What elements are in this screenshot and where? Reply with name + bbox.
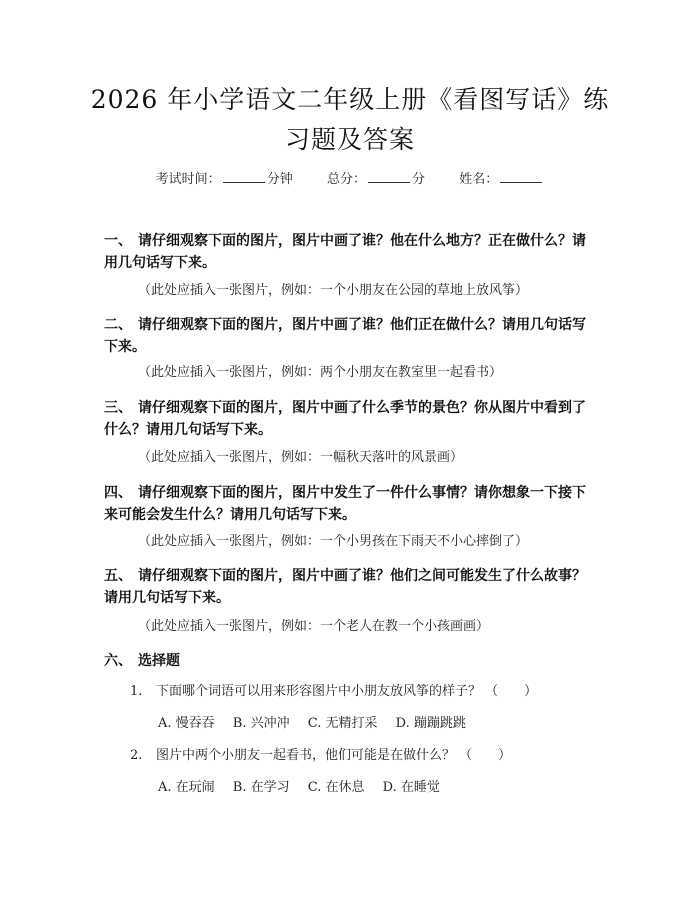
question-2 [104,314,596,358]
question-4 [104,482,596,526]
score-blank [368,170,410,183]
question-number: 五、 [104,568,132,584]
mc-question-2-options [158,778,598,798]
mc-index: 2. [130,748,143,763]
mc-text: 图片中两个小朋友一起看书，他们可能是在做什么？ （ ） [156,748,512,763]
mc-index: 1. [130,684,143,699]
title-line-2: 习题及答案 [284,125,415,154]
question-text: 请仔细观察下面的图片，图片中发生了一件什么事情？请你想象一下接下来可能会发生什么？请用几句话写下来。 [104,485,586,523]
option-c: C. 在休息 [307,780,365,795]
section-number: 六、 [104,653,132,669]
score-label: 总分： [326,172,366,187]
name-blank [500,170,542,183]
exam-meta [0,168,700,187]
question-5-hint: （此处应插入一张图片，例如：一个老人在教一个小孩画画） [138,619,490,634]
question-4-hint: （此处应插入一张图片，例如：一个小男孩在下雨天不小心摔倒了） [138,534,529,549]
question-2-hint: （此处应插入一张图片，例如：两个小朋友在教室里一起看书） [138,365,503,380]
question-text: 请仔细观察下面的图片，图片中画了谁？他们之间可能发生了什么故事？请用几句话写下来。 [104,568,586,606]
title-line-1: 2026 年小学语文二年级上册《看图写话》练 [90,85,610,114]
mc-question-2 [130,746,600,766]
time-unit: 分钟 [266,172,293,187]
score-unit: 分 [412,172,426,187]
time-label: 考试时间： [155,172,221,187]
question-5 [104,565,596,609]
document-title [90,80,610,160]
option-a: A. 慢吞吞 [158,716,215,731]
question-number: 一、 [104,233,132,249]
option-a: A. 在玩闹 [158,780,215,795]
question-text: 请仔细观察下面的图片，图片中画了什么季节的景色？你从图片中看到了什么？请用几句话写下来。 [104,400,586,438]
question-3-hint: （此处应插入一张图片，例如：一幅秋天落叶的风景画） [138,450,464,465]
question-text: 请仔细观察下面的图片，图片中画了谁？他们正在做什么？请用几句话写下来。 [104,317,586,355]
question-number: 三、 [104,400,132,416]
question-text: 请仔细观察下面的图片，图片中画了谁？他在什么地方？正在做什么？请用几句话写下来。 [104,233,586,271]
question-1 [104,230,596,274]
option-d: D. 蹦蹦跳跳 [395,716,466,731]
option-c: C. 无精打采 [307,716,378,731]
time-blank [223,170,265,183]
section-title: 选择题 [138,653,180,669]
section-6-heading [104,650,596,672]
mc-text: 下面哪个词语可以用来形容图片中小朋友放风筝的样子？ （ ） [156,684,538,699]
question-number: 四、 [104,485,132,501]
mc-question-1 [130,682,600,702]
question-3 [104,397,596,441]
question-1-hint: （此处应插入一张图片，例如：一个小朋友在公园的草地上放风筝） [138,283,529,298]
name-label: 姓名： [459,172,499,187]
question-number: 二、 [104,317,132,333]
option-d: D. 在睡觉 [382,780,440,795]
mc-question-1-options [158,714,598,734]
option-b: B. 在学习 [232,780,290,795]
option-b: B. 兴冲冲 [232,716,290,731]
